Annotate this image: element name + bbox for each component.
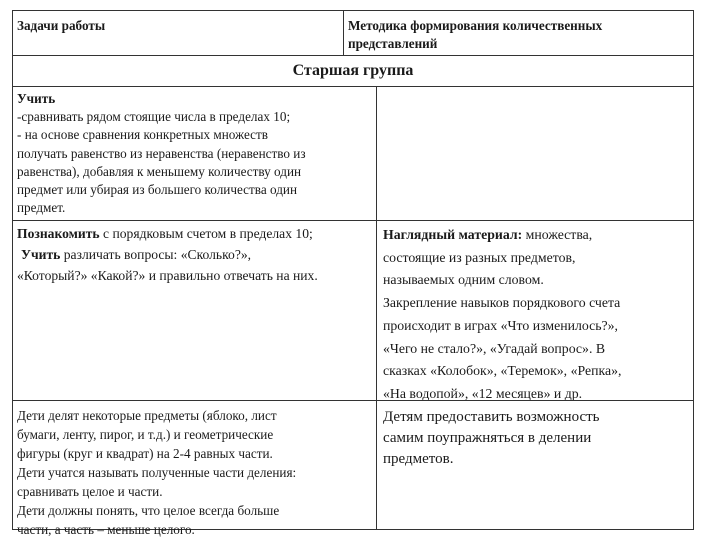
section2-line: Познакомить с порядковым счетом в пределах 10;	[17, 226, 313, 241]
header-tasks: Задачи работы	[17, 18, 106, 33]
section2-method-line: «Чего не стало?», «Угадай вопрос». В	[383, 340, 606, 356]
section2-method-line: происходит в играх «Что изменилось?»,	[383, 317, 618, 333]
section1-divider	[376, 87, 377, 221]
section1-line: предмет.	[17, 200, 66, 216]
acquaint-keyword: Познакомить	[17, 226, 100, 241]
methodology-table	[12, 10, 694, 537]
section3-row	[13, 400, 693, 537]
section1-tasks	[13, 87, 375, 219]
section2-line: «Который?» «Какой?» и правильно отвечать на них.	[17, 268, 318, 283]
section2-method-line: «На водопой», «12 месяцев» и др.	[383, 385, 583, 401]
section2-line: Учить различать вопросы: «Сколько?»,	[21, 247, 252, 262]
section3-line: Дети должны понять, что целое всегда больше	[17, 503, 280, 518]
section2-row	[13, 220, 693, 401]
section1-line: предмет или убирая из большего количества один	[17, 182, 298, 198]
section2-method-line: сказках «Колобок», «Теремок», «Репка»,	[383, 363, 622, 379]
section3-line: бумаги, ленту, пирог, и т.д.) и геометрические	[17, 427, 274, 442]
section1-line: -сравнивать рядом стоящие числа в пределах 10;	[17, 109, 291, 125]
header-methodology: Методика формирования количественных представлений	[348, 18, 603, 52]
section2-method-line: Закрепление навыков порядкового счета	[383, 295, 621, 311]
section1-heading: Учить	[17, 91, 56, 106]
section1-line: - на основе сравнения конкретных множеств	[17, 127, 268, 143]
section2-methodology	[377, 221, 689, 408]
section2-tasks	[13, 221, 375, 288]
section3-methodology	[377, 401, 689, 472]
section1-row	[13, 86, 693, 221]
section3-line: сравнивать целое и части.	[17, 484, 163, 499]
section2-method-line: называемых одним словом.	[383, 272, 544, 288]
section3-method-line: Детям предоставить возможность	[383, 409, 600, 425]
section3-line: Дети учатся называть полученные части деления:	[17, 465, 297, 480]
section2-method-line: состоящие из разных предметов,	[383, 249, 576, 265]
group-title-row	[13, 55, 693, 86]
section3-line: фигуры (круг и квадрат) на 2-4 равных части.	[17, 446, 273, 461]
teach-keyword: Учить	[21, 247, 61, 262]
section3-line: части, а часть – меньше целого.	[17, 522, 195, 537]
visual-material-keyword: Наглядный материал:	[383, 227, 523, 242]
group-title: Старшая группа	[292, 62, 414, 79]
section3-tasks	[13, 401, 375, 541]
visual-material-line: Наглядный материал: множества,	[383, 227, 593, 242]
section3-method-line: предметов.	[383, 451, 454, 467]
section1-line: получать равенство из неравенства (неравенство из	[17, 145, 306, 161]
section3-method-line: самим поупражняться в делении	[383, 430, 592, 446]
section3-line: Дети делят некоторые предметы (яблоко, лист	[17, 408, 277, 423]
section1-line: равенства), добавляя к меньшему количеству один	[17, 163, 302, 179]
